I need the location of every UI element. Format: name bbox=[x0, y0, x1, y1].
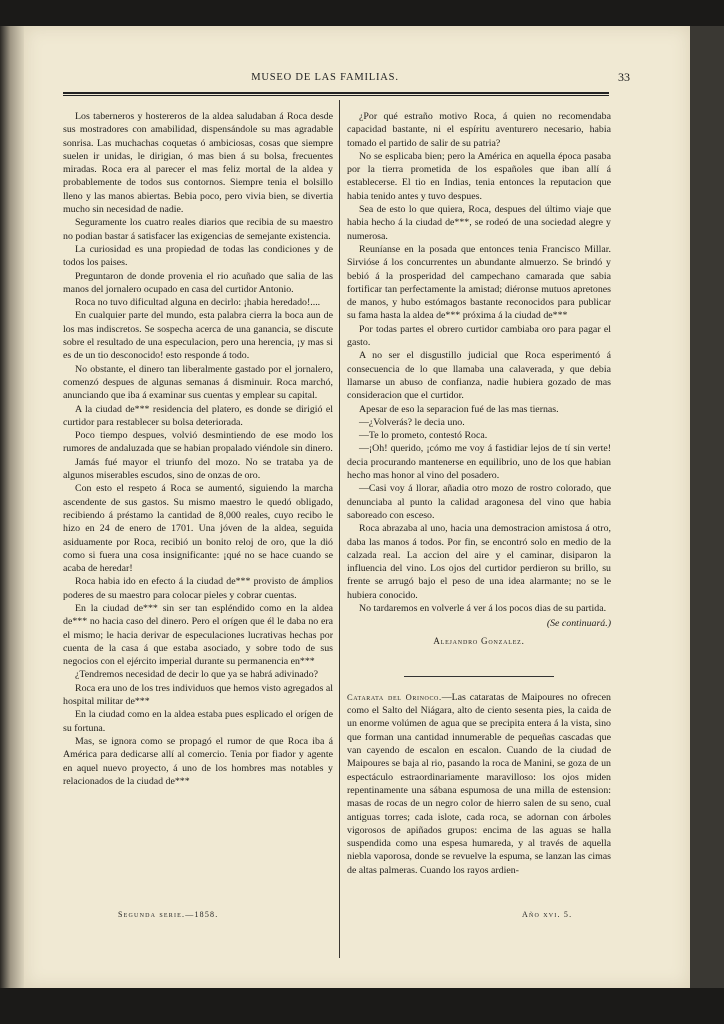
left-paragraph: Jamás fué mayor el triunfo del mozo. No se trataba ya de algunos miserables escudos, sino de onzas de oro. bbox=[63, 456, 333, 482]
journal-title: MUSEO DE LAS FAMILIAS. bbox=[251, 72, 399, 83]
section-separator bbox=[404, 676, 554, 677]
column-divider bbox=[339, 100, 340, 958]
right-paragraph: —Te lo prometo, contestó Roca. bbox=[359, 430, 488, 442]
catarata-article bbox=[347, 691, 611, 877]
page-number: 33 bbox=[618, 70, 630, 84]
continuation-note: (Se continuará.) bbox=[546, 618, 611, 630]
right-paragraph: A no ser el disgustillo judicial que Roca esperimentó á consecuencia de lo que llamaba una calaverada, y que debia llamarse un abuso de confianza, nadie hubiera gozado de mas consideracion que el curtidor. bbox=[347, 350, 611, 402]
scan-background-strip bbox=[690, 26, 724, 988]
header-rule bbox=[63, 92, 609, 96]
left-paragraph: Roca era uno de los tres individuos que hemos visto agregados al hospital militar de*** bbox=[63, 682, 333, 708]
catarata-text: —Las cataratas de Maipoures no ofrecen como el Salto del Niágara, alto de ciento sesenta pies, la caida de un enorme volúmen de agua que se precipita entera á la vista, sino que forman una cantidad innumerable de pequeñas cascadas que van cayendo de escalon en escalon. Cuando de la ciudad de Maipoures se baja al rio, pasando la roca de Manini, se goza de un espectáculo estraordinariamente maravilloso: los ojos miden repentinamente una sábana espumosa de una milla de estension: masas de rocas de un negro color de hierro salen de su seno, cual antiguas torres; cada islote, cada roca, se adornan con árboles vigorosos de apiñados grupos: encima de las aguas se halla suspendida como una espesa humareda, y al través de aquella niebla vaporosa, donde se revuelve la espuma, se lanzan las cimas de altas palmeras. Cuando los rayos ardien- bbox=[347, 691, 611, 876]
right-paragraph: Sea de esto lo que quiera, Roca, despues del último viaje que habia hecho á la ciudad de***, se rodeó de una sociedad alegre y numerosa. bbox=[347, 204, 611, 242]
right-paragraph: —¿Volverás? le decia uno. bbox=[359, 416, 465, 428]
footer-year-issue: Año xvi. 5. bbox=[522, 910, 573, 919]
right-paragraph: Roca abrazaba al uno, hacia una demostracion amistosa á otro, daba las manos á todos. Por fin, se encontró solo en medio de la calzada real. La accion del aire y el caminar, disiparon la influencia del vino. Los ojos del curtidor perdieron su brillo, su frente se arrugó bajo el peso de una idea alarmante; no se le hubiera conocido. bbox=[347, 523, 611, 601]
footer-series: Segunda serie.—1858. bbox=[118, 910, 219, 919]
left-paragraph: Roca habia ido en efecto á la ciudad de*** provisto de ámplios poderes de su maestro para colocar pieles y cobrar cuentas. bbox=[63, 576, 333, 601]
left-paragraph: No obstante, el dinero tan liberalmente gastado por el jornalero, comenzó despues de algunas semanas á disminuir. Roca marchó, anunciando que iba á examinar sus cuentas y emplear su capital. bbox=[63, 363, 333, 402]
left-paragraph: Seguramente los cuatro reales diarios que recibia de su maestro no podian bastar á satisfacer las exigencias de semejante existencia. bbox=[63, 217, 333, 242]
left-paragraph: En la ciudad de*** sin ser tan espléndido como en la aldea de*** no hacia caso del dinero. Pero el orígen que él le daba no era el mismo; le hacia derivar de especulaciones lucrativas hechas por cuenta de la casa á que estaba asociado, y sobre todo de sus negocios con el ejército imperial durante su permanencia en*** bbox=[63, 602, 333, 668]
left-paragraph: Mas, se ignora como se propagó el rumor de que Roca iba á América para dedicarse allí al comercio. Tenia por fiador y agente en aquel nuevo proyecto, á uno de los hombres mas notables y relacionados de la ciudad de*** bbox=[63, 735, 333, 787]
left-paragraph: ¿Tendremos necesidad de decir lo que ya se habrá adivinado? bbox=[75, 669, 319, 681]
right-paragraph: Por todas partes el obrero curtidor cambiaba oro para pagar el gasto. bbox=[347, 323, 611, 349]
left-paragraph: La curiosidad es una propiedad de todas las condiciones y de todos los paises. bbox=[63, 243, 333, 269]
left-paragraph: Poco tiempo despues, volvió desmintiendo de ese modo los rumores de andaluzada que se habian propalado viéndole sin dinero. bbox=[63, 430, 333, 455]
author-signature: Alejandro Gonzalez. bbox=[433, 635, 525, 646]
right-paragraph: ¿Por qué estraño motivo Roca, á quien no recomendaba capacidad bastante, ni el espíritu aventurero necesario, habia tomado el partido de salir de su patria? bbox=[347, 111, 611, 149]
right-paragraph: —Casi voy á llorar, añadia otro mozo de rostro colorado, que denunciaba al punto la calidad aragonesa del vino que habia saboreado con esceso. bbox=[347, 483, 611, 521]
running-header bbox=[40, 70, 630, 90]
left-paragraph: Preguntaron de donde provenia el rio acuñado que salia de las manos del jornalero ocupado en casa del curtidor Antonio. bbox=[63, 270, 333, 295]
catarata-heading: Catarata del Orinoco. bbox=[347, 691, 442, 702]
right-column bbox=[347, 110, 611, 877]
right-paragraph: —¡Oh! querido, ¡cómo me voy á fastidiar lejos de tí sin verte! decia procurando mantenerse en equilibrio, uno de los que habian hecho mas honor al vino del posadero. bbox=[347, 443, 611, 482]
book-binding-edge bbox=[0, 26, 26, 988]
right-paragraph: No se esplicaba bien; pero la América en aquella época pasaba por la tierra prometida de los españoles que iban allí á establecerse. El tio en Indias, tenia entonces la reputacion que habia tenido antes y tuvo despues. bbox=[347, 150, 611, 202]
right-paragraph: Reuníanse en la posada que entonces tenia Francisco Millar. Sirvióse á los concurrentes un abundante almuerzo. Se brindó y bebió á la prosperidad del campechano camarada que sabia fortificar tan perfectamente la amistad; diéronse mutuos apretones de manos, y hubo estómagos bastante reconocidos para publicar su fama hasta la aldea de*** próxima á la ciudad de*** bbox=[347, 243, 611, 322]
left-paragraph: A la ciudad de*** residencia del platero, es donde se dirigió el curtidor para restablecer su bolsa deteriorada. bbox=[63, 403, 333, 428]
right-paragraph: No tardaremos en volverle á ver á los pocos dias de su partida. bbox=[359, 602, 607, 614]
left-paragraph: En cualquier parte del mundo, esta palabra cierra la boca aun de los mas indiscretos. Se sospecha acerca de una ganancia, se discute sobre el resultado de una especulacion, pero una herencia, ¡y mas si es de un tio desconocido! esto responde á todo. bbox=[63, 310, 333, 362]
right-paragraph: Apesar de eso la separacion fué de las mas tiernas. bbox=[359, 403, 559, 415]
left-paragraph: Con esto el respeto á Roca se aumentó, siguiendo la marcha ascendente de sus gastos. Su mismo maestro le quedó obligado, recibiendo á préstamo la cantidad de 8,000 reales, cuyo recibo le hizo en 24 de enero de 1701. Una jóven de la aldea, seguida asiduamente por Roca, recibió un bonito reloj de oro, que la dió como si fuera una cosa insignificante: ¡qué no se hace cuando se acaba de heredar! bbox=[63, 483, 333, 575]
right-column-paragraphs bbox=[347, 110, 611, 615]
left-paragraph: Roca no tuvo dificultad alguna en decirlo: ¡habia heredado!.... bbox=[75, 297, 321, 309]
left-paragraph: Los taberneros y hostereros de la aldea saludaban á Roca desde sus mostradores con amabilidad, dispensándole su mas agradable sonrisa. Las muchachas coquetas ó ambiciosas, cosas que siempre suelen ir unidas, le dirigian, ó mas bien á su bolsa, frecuentes miradas. Roca era al parecer el mas feliz mortal de la aldea y probablemente de todos sus contornos. Siempre tenia el bolsillo lleno y las manos abiertas. Bebia poco, pero vivia bien, se divertia mucho sin necesidad de nadie. bbox=[63, 111, 333, 216]
left-paragraph: En la ciudad como en la aldea estaba pues esplicado el orígen de su fortuna. bbox=[63, 709, 333, 734]
left-column bbox=[63, 110, 333, 788]
